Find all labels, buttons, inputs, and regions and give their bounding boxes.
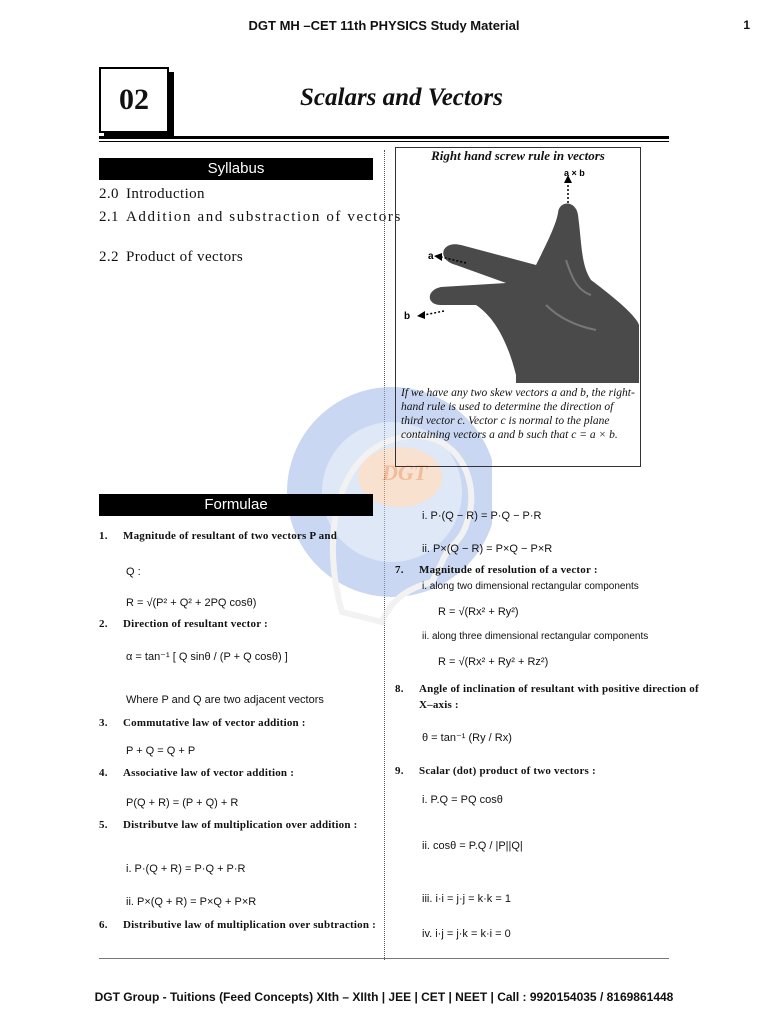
formula-7-ii: R = √(Rx² + Ry² + Rz²) [438,656,549,668]
figure-title: Right hand screw rule in vectors [431,148,605,163]
label-a: a [428,251,434,262]
label-axb: a × b [564,168,585,178]
formula-7-ii-label: ii. along three dimensional rectangular components [422,631,649,642]
formula-item-3: 3. Commutative law of vector addition : [99,717,306,729]
header-rule-thin [99,141,669,142]
formula-item-1: 1. Magnitude of resultant of two vectors P and [99,530,338,542]
syllabus-heading: Syllabus [99,158,373,180]
header-rule [99,136,669,139]
page-footer: DGT Group - Tuitions (Feed Concepts) XIth – XIIth | JEE | CET | NEET | Call : 9920154035 / 8169861448 [94,990,674,1004]
formula-9-ii: ii. cosθ = P.Q / |P||Q| [422,840,523,852]
formula-8: θ = tan⁻¹ (Ry / Rx) [422,732,512,744]
formula-item-6: 6. Distributive law of multiplication over subtraction : [99,919,376,931]
formula-5-i: i. P·(Q + R) = P·Q + P·R [126,863,246,875]
formula-1: R = √(P² + Q² + 2PQ cosθ) [126,597,257,609]
chapter-number: 02 [119,83,149,116]
formula-9-iv: iv. i·j = j·k = k·i = 0 [422,928,511,940]
formula-6-ii: ii. P×(Q − R) = P×Q − P×R [422,543,553,555]
page-number: 1 [743,18,750,32]
figure-caption: If we have any two skew vectors a and b, the right-hand rule is used to determine the direction of third vector c. Vector c is normal to the plane containing vectors a and b such that c = a × b. [401,387,635,441]
formula-item-8: 8. Angle of inclination of resultant with positive direction of X–axis : [395,683,699,711]
label-b: b [404,311,411,322]
chapter-number-box [99,67,169,133]
formula-5-ii: ii. P×(Q + R) = P×Q + P×R [126,896,257,908]
chapter-title: Scalars and Vectors [300,84,503,111]
formula-2-note: Where P and Q are two adjacent vectors [126,694,324,706]
page-header-title: DGT MH –CET 11th PHYSICS Study Material [248,18,520,33]
formula-item-9: 9. Scalar (dot) product of two vectors : [395,765,596,777]
syllabus-item: 2.0 Introduction [99,186,205,202]
formula-4: P(Q + R) = (P + Q) + R [126,797,239,809]
formula-item-7: 7. Magnitude of resolution of a vector : [395,564,598,576]
formula-item-5: 5. Distributve law of multiplication over addition : [99,819,358,831]
formula-item-4: 4. Associative law of vector addition : [99,767,295,779]
formula-9-i: i. P.Q = PQ cosθ [422,794,503,806]
formula-2: α = tan⁻¹ [ Q sinθ / (P + Q cosθ) ] [126,651,288,663]
formula-item-2: 2. Direction of resultant vector : [99,618,268,630]
formula-item-1-cont: Q : [126,566,141,578]
formula-6-i: i. P·(Q − R) = P·Q − P·R [422,510,542,522]
syllabus-item: 2.1 Addition and substraction of vectors [99,209,402,225]
watermark-text: DGT [382,460,428,485]
formulae-heading: Formulae [99,494,373,516]
formula-7-i: R = √(Rx² + Ry²) [438,606,519,618]
formula-9-iii: iii. i·i = j·j = k·k = 1 [422,893,511,905]
footer-rule [99,958,669,959]
formula-3: P + Q = Q + P [126,745,196,757]
syllabus-item: 2.2 Product of vectors [99,249,244,265]
formula-7-i-label: i. along two dimensional rectangular components [422,581,639,592]
right-hand-illustration [396,165,639,383]
